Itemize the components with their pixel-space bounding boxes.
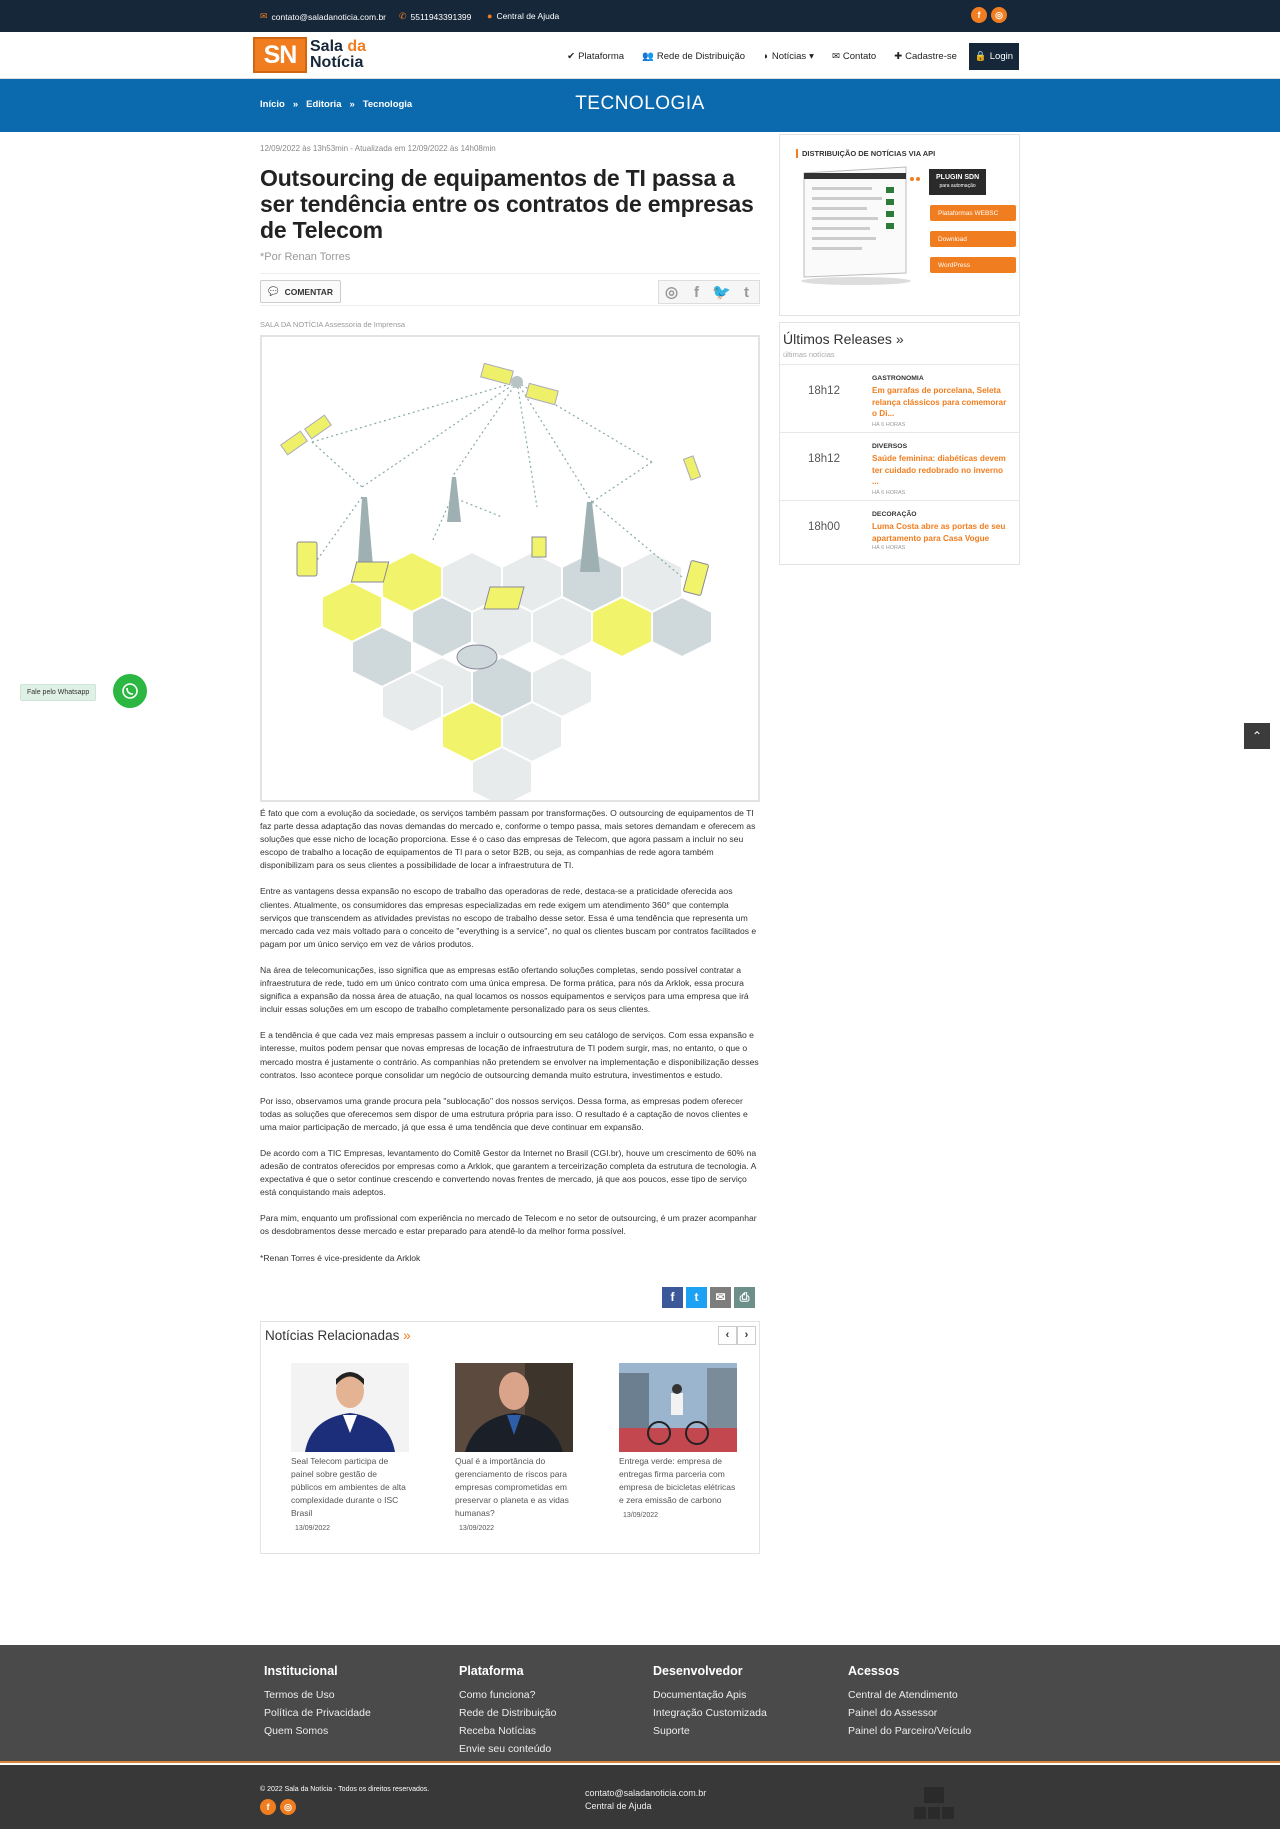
whatsapp-label[interactable]: Fale pelo Whatsapp (20, 684, 96, 701)
login-button[interactable]: 🔒 Login (969, 43, 1019, 70)
lock-icon: 🔒 (974, 51, 987, 62)
envelope-icon: ✉ (831, 51, 840, 62)
caret-down-icon: ▾ (809, 51, 814, 62)
related-item[interactable]: Seal Telecom participa de painel sobre gestão de públicos em ambientes de alta complexidade durante o ISC Brasil 13/09/2022 (291, 1363, 409, 1535)
topbar-help-link[interactable]: ● Central de Ajuda (487, 11, 560, 21)
chevron-up-icon: ⌃ (1251, 729, 1263, 743)
article-paragraph: *Renan Torres é vice-presidente da Arklok (260, 1252, 421, 1263)
portrait-photo (455, 1363, 573, 1452)
footer-col-plataforma: Plataforma Como funciona? Rede de Distribuição Receba Notícias Envie seu conteúdo (459, 1664, 556, 1758)
footer-contact-help[interactable]: Central de Ajuda (585, 1801, 652, 1811)
topbar-email-link[interactable]: ✉ contato@saladanoticia.com.br (260, 11, 387, 22)
telecom-illustration (262, 337, 758, 800)
email-share-icon[interactable]: ✉ (710, 1287, 731, 1308)
article-paragraph: Para mim, enquanto um profissional com experiência no mercado de Telecom e no setor de outsourcing, é um prazer acompanhar os desdobramentos desse mercado e estar preparado para atendê-lo da melhor forma possível. (260, 1213, 757, 1237)
comment-button[interactable]: 💬 COMENTAR (260, 280, 341, 303)
release-item[interactable]: 18h12 DIVERSOS Saúde feminina: diabéticas devem ter cuidado redobrado no inverno ... HÁ 6 HORAS (780, 432, 1019, 500)
related-thumbnail (619, 1363, 737, 1452)
whatsapp-float-button[interactable] (113, 674, 147, 708)
latest-releases-title: Últimos Releases » (783, 331, 904, 347)
portrait-photo (291, 1363, 409, 1452)
section-title: TECNOLOGIA (575, 93, 705, 114)
facebook-icon[interactable]: f (971, 7, 987, 23)
instagram-icon[interactable]: ◎ (280, 1799, 296, 1815)
footer-link[interactable]: Quem Somos (264, 1725, 329, 1737)
instagram-icon[interactable]: ◎ (991, 7, 1007, 23)
footer-col-acessos: Acessos Central de Atendimento Painel do Assessor Painel do Parceiro/Veículo (848, 1664, 971, 1740)
breadcrumb-separator: » (292, 99, 299, 110)
carousel-next-button[interactable]: › (737, 1326, 756, 1345)
article-image (260, 335, 760, 802)
footer-contact-email[interactable]: contato@saladanoticia.com.br (585, 1788, 707, 1798)
article-actions (260, 273, 760, 306)
footer-link[interactable]: Termos de Uso (264, 1689, 335, 1701)
article-paragraph: Por isso, observamos uma grande procura pela "sublocação" dos nossos serviços. Dessa forma, as empresas podem oferecer todas as soluções que oferecemos sem dispor de uma estrutura própria para isso. O resultado é a captação de novos clientes e uma maior participação de mercado, já que essa é uma tendência que deve continuar em expansão. (260, 1095, 748, 1132)
comment-icon: 💬 (268, 286, 279, 296)
article (260, 144, 760, 1554)
plus-icon: ✚ (894, 51, 903, 62)
api-promo-box[interactable] (779, 134, 1020, 316)
main-nav (549, 43, 1019, 70)
footer-link[interactable]: Envie seu conteúdo (459, 1743, 552, 1755)
nav-noticias[interactable]: ◗ Notícias ▾ (763, 51, 814, 62)
release-item[interactable]: 18h12 GASTRONOMIA Em garrafas de porcelana, Seleta relança clássicos para comemorar o Di... HÁ 6 HORAS (780, 364, 1019, 432)
footer-social (260, 1799, 296, 1815)
scroll-to-top-button[interactable] (1244, 723, 1270, 749)
carousel-prev-button[interactable]: ‹ (718, 1326, 737, 1345)
copyright: © 2022 Sala da Notícia - Todos os direitos reservados. (260, 1786, 430, 1793)
footer-link[interactable]: Rede de Distribuição (459, 1707, 557, 1719)
wordpress-button[interactable]: WordPress (930, 257, 1016, 273)
api-promo-title: DISTRIBUIÇÃO DE NOTÍCIAS VIA API (796, 149, 935, 158)
accessibility-widget-icon[interactable] (914, 1787, 954, 1821)
twitter-share-icon[interactable]: 🐦 (712, 284, 731, 301)
article-date: 12/09/2022 às 13h53min - Atualizada em 12/09/2022 às 14h08min (260, 144, 496, 153)
section-banner (0, 79, 1280, 132)
article-paragraph: E a tendência é que cada vez mais empresas passem a incluir o outsourcing em seu catálogo de serviços. Com essa expansão e interesse, muitos podem pensar que novas empresas de locação de infraestrutura de TI podem surgir, mas, no entanto, o que o mercado mostra é justamente o contrário. As companhias não pretendem se envolver na implementação e disponibilização desses contratos. Isso acontece porque consolidar um negócio de outsourcing demanda muito estrutura, investimentos e estudo. (260, 1030, 759, 1080)
footer-link[interactable]: Suporte (653, 1725, 690, 1737)
whatsapp-icon: ✆ (399, 11, 407, 21)
related-thumbnail (455, 1363, 573, 1452)
facebook-icon[interactable]: f (260, 1799, 276, 1815)
related-carousel-controls (718, 1326, 756, 1345)
nav-plataforma[interactable]: ✔ Plataforma (567, 51, 625, 62)
breadcrumb-inicio[interactable]: Início (260, 99, 285, 110)
screenshot-mockup (794, 165, 924, 285)
article-title: Outsourcing de equipamentos de TI passa a ser tendência entre os contratos de empresas de Telecom (260, 165, 754, 243)
footer-contact (585, 1787, 706, 1813)
top-bar (0, 0, 1280, 32)
tumblr-share-icon[interactable]: t (744, 283, 749, 301)
footer-col-desenvolvedor: Desenvolvedor Documentação Apis Integração Customizada Suporte (653, 1664, 767, 1740)
share-color-buttons (260, 1287, 760, 1309)
image-credit: SALA DA NOTÍCIA Assessoria de Imprensa (260, 320, 406, 329)
footer-link[interactable]: Receba Notícias (459, 1725, 537, 1737)
release-item[interactable]: 18h00 DECORAÇÃO Luma Costa abre as portas de seu apartamento para Casa Vogue HÁ 6 HORAS (780, 500, 1019, 568)
share-buttons (658, 280, 760, 304)
related-news (260, 1321, 760, 1554)
article-body (260, 807, 760, 1265)
breadcrumb-editoria[interactable]: Editoria (306, 99, 342, 110)
topbar-phone-link[interactable]: ✆ 5511943391399 (399, 11, 472, 22)
footer-link[interactable]: Documentação Apis (653, 1689, 747, 1701)
article-paragraph: É fato que com a evolução da sociedade, os serviços também passam por transformações. O outsourcing de equipamentos de TI faz parte dessa adaptação das novas demandas do mercado e, conforme o tempo passa, mais setores demandam e oferecem as soluções que esse nicho de locação proporciona. Esse é o caso das empresas de Telecom, que agora passam a incluir no seu escopo de trabalho a locação de equipamentos de TI para o setor B2B, ou seja, as companhias de rede agora também disponibilizam para os seus clientes a possibilidade de locar a infraestrutura de TI. (260, 808, 756, 871)
websc-button[interactable]: Plataformas WEBSC (930, 205, 1016, 221)
facebook-share-icon[interactable]: f (662, 1287, 683, 1308)
breadcrumb-separator: » (349, 99, 355, 110)
nav-cadastre-se[interactable]: ✚ Cadastre-se (894, 51, 957, 62)
facebook-share-icon[interactable]: f (694, 283, 699, 301)
footer-link[interactable]: Painel do Parceiro/Veículo (848, 1725, 972, 1737)
twitter-share-icon[interactable]: t (686, 1287, 707, 1308)
related-news-header: Notícias Relacionadas » (265, 1327, 411, 1343)
rss-icon: ◗ (763, 51, 769, 62)
whatsapp-icon (121, 682, 139, 700)
footer-link[interactable]: Integração Customizada (653, 1707, 767, 1719)
users-icon: 👥 (642, 51, 654, 62)
download-button[interactable]: Download (930, 231, 1016, 247)
whatsapp-share-icon[interactable]: ◎ (664, 284, 679, 301)
nav-contato[interactable]: ✉ Contato (831, 51, 877, 62)
print-icon[interactable]: ⎙ (734, 1287, 755, 1308)
latest-releases (779, 322, 1020, 565)
footer-bottom (0, 1765, 1280, 1829)
site-logo[interactable] (253, 37, 366, 73)
site-footer (0, 1645, 1280, 1763)
article-paragraph: De acordo com a TIC Empresas, levantamento do Comitê Gestor da Internet no Brasil (CGI.br), houve um crescimento de 60% na adesão de contratos oferecidos por empresas como a Arklok, que garantem a terceirização completa da estrutura de tecnologia. A expectativa é que o setor continue crescendo e convertendo novas frentes de mercado, já que aos poucos, esse tipo de serviço está conquistando mais adeptos. (260, 1147, 757, 1198)
article-paragraph: Entre as vantagens dessa expansão no escopo de trabalho das operadoras de rede, destaca-se a praticidade oferecida aos clientes. Atualmente, os consumidores das empresas especializadas em rede exigem um atendimento 360° que contempla serviços que transcendem as atividades previstas no escopo de trabalho desse setor. Essa é uma tendência que representa um mercado cada vez mais voltado para o conceito de "everything is a service", no qual os clientes buscam por contratos facilitados e pagam por um único serviço em vez de vários produtos. (260, 886, 757, 949)
article-byline: *Por Renan Torres (260, 251, 351, 263)
cyclist-photo (619, 1363, 737, 1452)
envelope-icon: ✉ (260, 11, 268, 21)
related-item[interactable]: Qual é a importância do gerenciamento de riscos para empresas comprometidas em preservar o planeta e as vidas humanas? 13/09/2022 (455, 1363, 573, 1535)
nav-rede-distribuicao[interactable]: 👥 Rede de Distribuição (642, 51, 746, 62)
chat-icon: ● (487, 11, 493, 21)
footer-link[interactable]: Painel do Assessor (848, 1707, 938, 1719)
logo-mark: SN (253, 37, 307, 73)
chevron-right-icon: » (403, 1327, 411, 1343)
related-thumbnail (291, 1363, 409, 1452)
latest-releases-subtitle: últimas notícias (783, 350, 835, 359)
article-paragraph: Na área de telecomunicações, isso significa que as empresas estão ofertando soluções completas, sendo possível contratar a infraestrutura de rede, tudo em um único contrato com uma única empresa. De forma prática, para nós da Arklok, essa procura significa a expansão da nossa área de atuação, na qual locamos os nossos equipamentos e serviços para uma empresa que irá incluir essas soluções em um escopo de trabalho completamente personalizado para os seus clientes. (260, 964, 749, 1015)
footer-col-institucional: Institucional Termos de Uso Política de Privacidade Quem Somos (264, 1664, 371, 1740)
sidebar (779, 134, 1020, 565)
breadcrumb-tecnologia[interactable]: Tecnologia (362, 99, 413, 110)
check-icon: ✔ (567, 51, 576, 62)
plugin-label: PLUGIN SDN para automação (929, 169, 986, 195)
related-item[interactable]: Entrega verde: empresa de entregas firma parceria com empresa de bicicletas elétricas e zera emissão de carbono 13/09/2022 (619, 1363, 737, 1522)
topbar-social (971, 7, 1007, 23)
footer-link[interactable]: Central de Atendimento (848, 1689, 958, 1701)
footer-link[interactable]: Como funciona? (459, 1689, 536, 1701)
logo-wordmark: Sala da Notícia (310, 38, 367, 71)
footer-link[interactable]: Política de Privacidade (264, 1707, 371, 1719)
site-header (0, 32, 1280, 79)
